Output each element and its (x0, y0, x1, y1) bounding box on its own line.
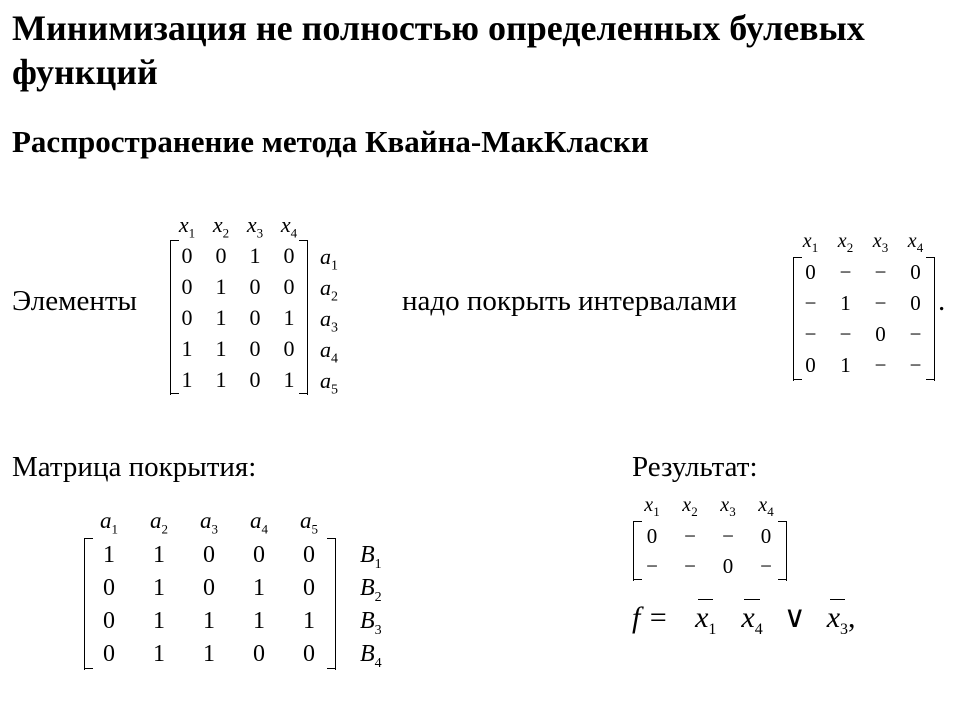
formula-term-1: $x_1$ (695, 601, 717, 638)
coverage-matrix-row-label-3: $B_3$ (360, 608, 382, 638)
matrix-cell: 0 (253, 541, 265, 568)
matrix-cell: 1 (253, 574, 265, 601)
slide-subtitle: Распространение метода Квайна-МакКласки (12, 124, 649, 159)
elements-matrix-row-label-5: $a_5$ (320, 368, 338, 398)
matrix-cell: 0 (722, 553, 734, 578)
matrix-cell: − (684, 523, 696, 548)
coverage-matrix-header-5: $a_5$ (300, 508, 318, 537)
matrix-cell: − (909, 322, 922, 346)
period: . (938, 285, 946, 317)
matrix-cell: 0 (646, 523, 658, 548)
matrix-cell: 0 (249, 273, 261, 299)
result-matrix-header-4: $x_4$ (758, 494, 774, 519)
intervals-matrix-header-4: $x_4$ (907, 230, 924, 255)
intervals-matrix-header-2: $x_2$ (837, 230, 854, 255)
matrix-cell: 0 (875, 322, 886, 346)
matrix-cell: 1 (181, 335, 193, 361)
matrix-cell: 0 (181, 242, 193, 268)
coverage-matrix-header-3: $a_3$ (200, 508, 218, 537)
elements-matrix-row-label-2: $a_2$ (320, 275, 338, 305)
elements-matrix-row-label-4: $a_4$ (320, 337, 338, 367)
matrix-cell: 1 (153, 640, 165, 667)
result-matrix-header-2: $x_2$ (682, 494, 698, 519)
matrix-cell: 1 (283, 304, 295, 330)
matrix-cell: − (684, 553, 696, 578)
coverage-matrix-header-1: $a_1$ (100, 508, 118, 537)
matrix-cell: 1 (153, 574, 165, 601)
matrix-cell: − (804, 322, 817, 346)
matrix-cell: 0 (181, 304, 193, 330)
matrix-cell: 0 (203, 574, 215, 601)
matrix-cell: − (646, 553, 658, 578)
matrix-cell: − (839, 260, 852, 284)
matrix-cell: 0 (283, 335, 295, 361)
elements-matrix-header-3: $x_3$ (246, 212, 264, 241)
matrix-cell: 0 (910, 291, 921, 315)
matrix-cell: 1 (840, 291, 851, 315)
intervals-matrix-header-3: $x_3$ (872, 230, 889, 255)
matrix-cell: 0 (303, 574, 315, 601)
matrix-cell: 0 (215, 242, 227, 268)
formula-term-2: $x_4$ (741, 601, 763, 638)
matrix-cell: 1 (153, 541, 165, 568)
result-matrix-header-1: $x_1$ (644, 494, 660, 519)
matrix-cell: 1 (181, 366, 193, 392)
matrix-cell: 0 (303, 541, 315, 568)
formula-lhs: f = (632, 601, 669, 634)
matrix-cell: 0 (805, 353, 816, 377)
result-label: Результат: (632, 451, 758, 483)
matrix-cell: 1 (103, 541, 115, 568)
matrix-cell: 0 (181, 273, 193, 299)
coverage-matrix-row-label-4: $B_4$ (360, 641, 382, 671)
matrix-cell: − (909, 353, 922, 377)
result-matrix-header-3: $x_3$ (720, 494, 736, 519)
matrix-cell: 0 (303, 640, 315, 667)
matrix-cell: 1 (203, 640, 215, 667)
matrix-cell: 0 (805, 260, 816, 284)
cover-label: надо покрыть интервалами (402, 285, 737, 317)
matrix-cell: 0 (103, 640, 115, 667)
formula-or-operator: ∨ (783, 601, 806, 634)
coverage-matrix-row-label-2: $B_2$ (360, 575, 382, 605)
matrix-cell: 0 (760, 523, 772, 548)
matrix-cell: 0 (249, 304, 261, 330)
matrix-cell: 0 (283, 242, 295, 268)
matrix-cell: − (874, 353, 887, 377)
matrix-cell: 1 (253, 607, 265, 634)
result-formula (632, 600, 856, 639)
formula-term-3: $x_3$ (826, 601, 849, 638)
matrix-cell: − (722, 523, 734, 548)
formula-comma: , (848, 601, 856, 634)
matrix-cell: 1 (215, 273, 227, 299)
matrix-cell: − (760, 553, 772, 578)
elements-matrix-header-2: $x_2$ (212, 212, 230, 241)
matrix-cell: 0 (103, 574, 115, 601)
matrix-cell: − (804, 291, 817, 315)
matrix-cell: 0 (103, 607, 115, 634)
slide-title: Минимизация не полностью определенных булевых функций (12, 8, 865, 92)
elements-matrix-header-1: $x_1$ (178, 212, 196, 241)
matrix-cell: 1 (303, 607, 315, 634)
matrix-cell: 1 (153, 607, 165, 634)
elements-label: Элементы (12, 285, 138, 317)
matrix-cell: 1 (203, 607, 215, 634)
coverage-matrix-header-4: $a_4$ (250, 508, 268, 537)
matrix-cell: 1 (249, 242, 261, 268)
matrix-cell: 1 (215, 335, 227, 361)
elements-matrix-header-4: $x_4$ (280, 212, 298, 241)
matrix-cell: 0 (249, 335, 261, 361)
matrix-cell: 0 (283, 273, 295, 299)
coverage-matrix-row-label-1: $B_1$ (360, 542, 382, 572)
matrix-cell: 1 (215, 304, 227, 330)
elements-matrix-row-label-3: $a_3$ (320, 306, 338, 336)
elements-matrix-row-label-1: $a_1$ (320, 244, 338, 274)
matrix-cell: − (874, 291, 887, 315)
matrix-cell: − (839, 322, 852, 346)
coverage-label: Матрица покрытия: (12, 451, 257, 483)
matrix-cell: − (874, 260, 887, 284)
matrix-cell: 1 (215, 366, 227, 392)
matrix-cell: 0 (203, 541, 215, 568)
coverage-matrix-header-2: $a_2$ (150, 508, 168, 537)
matrix-cell: 0 (249, 366, 261, 392)
matrix-cell: 1 (840, 353, 851, 377)
matrix-cell: 0 (910, 260, 921, 284)
matrix-cell: 1 (283, 366, 295, 392)
matrix-cell: 0 (253, 640, 265, 667)
intervals-matrix-header-1: $x_1$ (802, 230, 819, 255)
